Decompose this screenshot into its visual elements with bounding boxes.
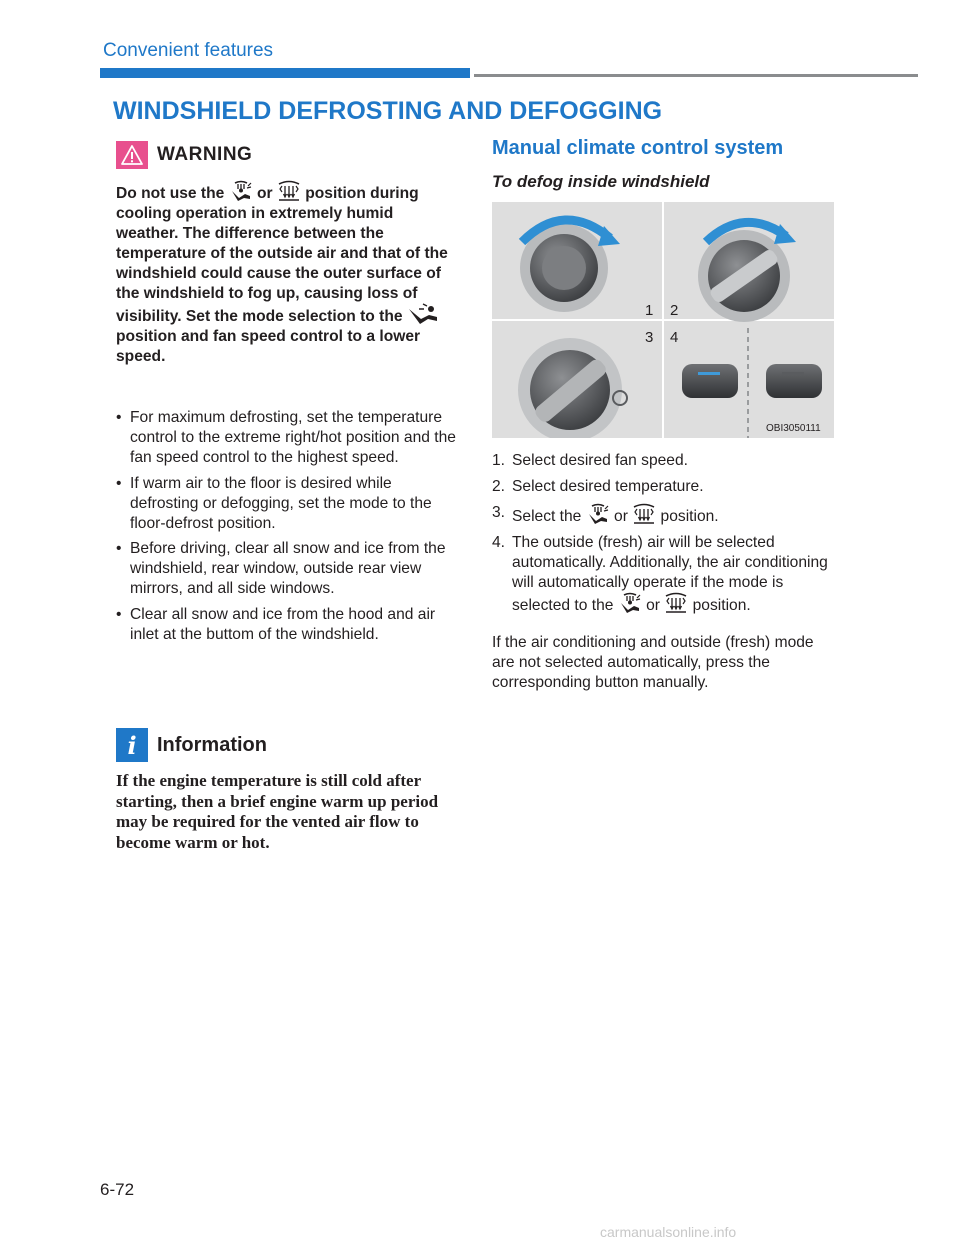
- step-text: Select desired fan speed.: [512, 452, 688, 469]
- warning-text-part: or: [252, 185, 277, 202]
- step-text: The outside (fresh) air will be selected automatically. Additionally, the air conditioning will automatically operate if the mode is selected to the: [512, 533, 828, 615]
- subsection-heading: To defog inside windshield: [492, 172, 710, 191]
- warning-heading: [116, 141, 252, 169]
- warning-text-part: position and fan speed control to a lower speed.: [116, 328, 421, 366]
- list-item: [492, 477, 837, 497]
- warning-text: [116, 180, 456, 367]
- warning-triangle-icon: [116, 141, 148, 169]
- climate-control-figure: [492, 202, 834, 438]
- page-title: WINDSHIELD DEFROSTING AND DEFOGGING: [113, 97, 663, 125]
- figure-code: OBI3050111: [766, 423, 821, 434]
- step-text: or: [609, 507, 633, 525]
- step-text: Select the: [512, 507, 586, 525]
- step-text: position.: [656, 507, 719, 525]
- watermark: carmanualsonline.info: [600, 1224, 737, 1240]
- info-icon: i: [116, 728, 148, 762]
- step-text: Select desired temperature.: [512, 477, 704, 495]
- step-text: or: [641, 597, 665, 615]
- step-number: 1.: [492, 452, 506, 469]
- floor-defrost-mode-icon: [229, 180, 253, 202]
- list-item: [492, 533, 837, 617]
- section-heading: Manual climate control system: [492, 137, 784, 159]
- defrost-mode-icon: [277, 180, 301, 202]
- list-item: • For maximum defrosting, set the temperature control to the extreme right/hot position and the fan speed control to the highest speed.: [116, 408, 456, 468]
- header-rule-blue: [100, 68, 470, 78]
- defrost-mode-icon: [664, 592, 688, 614]
- warning-text-part: Do not use the: [116, 185, 229, 202]
- list-item: [492, 503, 837, 527]
- header-rule-gray: [474, 74, 918, 77]
- information-heading: [116, 728, 267, 762]
- section-label: Convenient features: [103, 40, 274, 61]
- figure-label: 2: [670, 302, 679, 319]
- step-number: 3.: [492, 503, 506, 521]
- step-number: 2.: [492, 477, 506, 495]
- information-text: If the engine temperature is still cold after starting, then a brief engine warm up period may be required for the vented air flow to become warm or hot.: [116, 771, 439, 852]
- step-text: position.: [688, 597, 751, 615]
- list-item: • Clear all snow and ice from the hood and air inlet at the buttom of the windshield.: [116, 605, 456, 645]
- floor-mode-icon: [407, 303, 441, 325]
- list-item: • Before driving, clear all snow and ice from the windshield, rear window, outside rear view mirrors, and all side windows.: [116, 539, 456, 599]
- page-number: 6-72: [100, 1180, 135, 1199]
- list-item: [492, 451, 837, 471]
- steps-list: [492, 451, 837, 622]
- defrost-mode-icon: [632, 503, 656, 525]
- warning-title: WARNING: [157, 144, 253, 165]
- floor-defrost-mode-icon: [586, 503, 610, 525]
- figure-label: 1: [645, 302, 654, 319]
- figure-label: 4: [670, 329, 679, 346]
- figure-label: 3: [645, 329, 654, 346]
- tips-list: [116, 408, 456, 651]
- floor-defrost-mode-icon: [618, 592, 642, 614]
- closing-note: If the air conditioning and outside (fresh) mode are not selected automatically, press the corresponding button manually.: [492, 634, 814, 691]
- warning-text-part: position during cooling operation in extremely humid weather. The difference between the temperature of the outside air and that of the windshield could cause the outer surface of the windshield to fog up, causing loss of visibility. Set the mode selection to the: [116, 185, 448, 326]
- information-title: Information: [157, 733, 267, 756]
- list-item: • If warm air to the floor is desired while defrosting or defogging, set the mode to the floor-defrost position.: [116, 474, 456, 534]
- step-number: 4.: [492, 533, 506, 551]
